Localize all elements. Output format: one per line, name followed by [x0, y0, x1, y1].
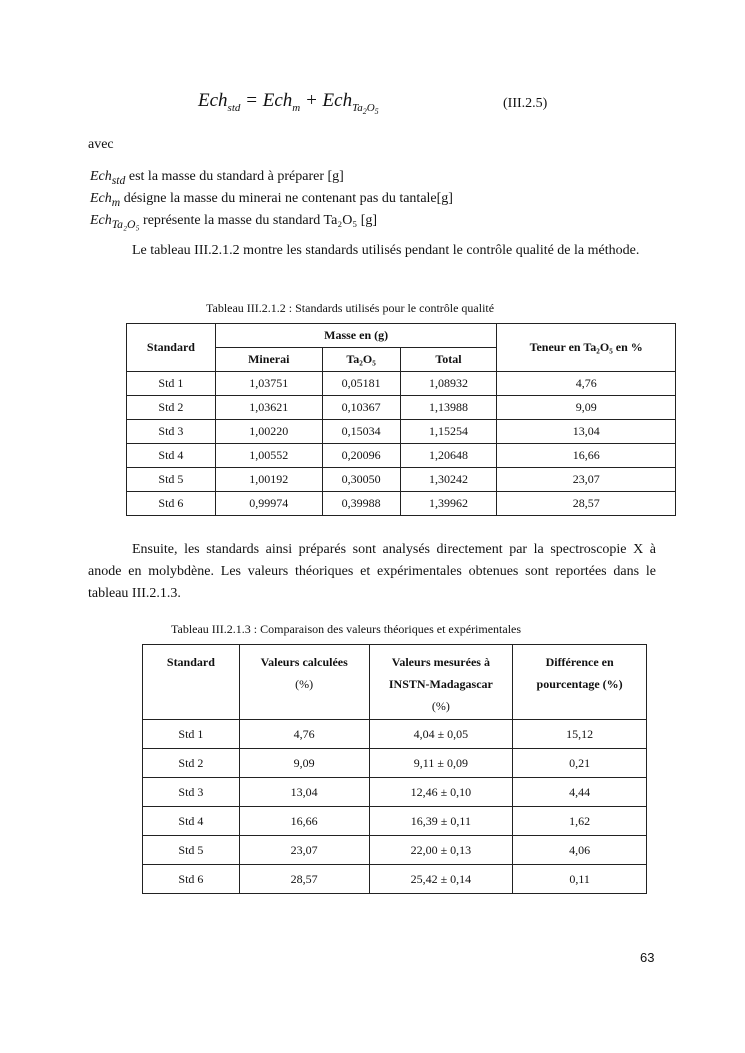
table-row — [143, 720, 647, 749]
cell: 4,04 ± 0,05 — [369, 720, 513, 749]
cell: 1,03621 — [215, 396, 322, 420]
cell: 16,66 — [497, 444, 676, 468]
cell: 1,00192 — [215, 468, 322, 492]
cell: Std 3 — [143, 778, 240, 807]
header-total: Total — [400, 348, 497, 372]
cell: 1,08932 — [400, 372, 497, 396]
table-row — [127, 396, 676, 420]
cell: 1,00552 — [215, 444, 322, 468]
table-row — [143, 865, 647, 894]
header-standard: Standard — [127, 324, 216, 372]
cell: 0,21 — [513, 749, 647, 778]
cell: 16,66 — [239, 807, 369, 836]
table-row — [143, 807, 647, 836]
cell: 12,46 ± 0,10 — [369, 778, 513, 807]
equation: Ech$_{std}$ = Ech$_m$ + Ech$_{Ta_2O_5}$ — [198, 90, 379, 116]
cell: 0,10367 — [322, 396, 400, 420]
header-ta2o5: Ta₂O₅ — [322, 348, 400, 372]
cell: 13,04 — [239, 778, 369, 807]
cell: Std 6 — [127, 492, 216, 516]
cell: Std 3 — [127, 420, 216, 444]
comparison-table — [142, 644, 647, 894]
cell: 15,12 — [513, 720, 647, 749]
standards-table — [126, 323, 676, 516]
table-row — [127, 420, 676, 444]
cell: 13,04 — [497, 420, 676, 444]
header-minerai: Minerai — [215, 348, 322, 372]
header-masse: Masse en (g) — [215, 324, 497, 348]
cell: 1,13988 — [400, 396, 497, 420]
cell: 1,30242 — [400, 468, 497, 492]
header-difference: Différence en pourcentage (%) — [513, 645, 647, 720]
cell: 4,06 — [513, 836, 647, 865]
cell: 0,99974 — [215, 492, 322, 516]
cell: 1,03751 — [215, 372, 322, 396]
cell: Std 6 — [143, 865, 240, 894]
cell: 1,00220 — [215, 420, 322, 444]
table-row — [127, 444, 676, 468]
cell: 4,76 — [497, 372, 676, 396]
cell: 1,20648 — [400, 444, 497, 468]
cell: Std 1 — [143, 720, 240, 749]
table-row — [127, 372, 676, 396]
table-row — [143, 836, 647, 865]
cell: 16,39 ± 0,11 — [369, 807, 513, 836]
paragraph-2: Ensuite, les standards ainsi préparés sont analysés directement par la spectroscopie X à anode en molybdène. Les valeurs théoriques et expérimentales obtenues sont reportées dans le tableau III.2.1.3. — [88, 542, 656, 601]
cell: 0,15034 — [322, 420, 400, 444]
table-row — [127, 468, 676, 492]
definition-ech-ta2o5: Ech$_{Ta_2O_5}$ représente la masse du standard Ta₂O₅ [g] — [90, 213, 378, 231]
cell: 25,42 ± 0,14 — [369, 865, 513, 894]
cell: 4,76 — [239, 720, 369, 749]
equation-number: (III.2.5) — [503, 96, 548, 111]
paragraph-1: Le tableau III.2.1.2 montre les standards utilisés pendant le contrôle qualité de la méthode. — [132, 243, 640, 258]
header-calc: Valeurs calculées (%) — [239, 645, 369, 720]
definition-ech-m: Ech$_m$ désigne la masse du minerai ne contenant pas du tantale[g] — [90, 191, 453, 209]
cell: Std 1 — [127, 372, 216, 396]
cell: 1,39962 — [400, 492, 497, 516]
cell: 0,05181 — [322, 372, 400, 396]
cell: 4,44 — [513, 778, 647, 807]
avec-label: avec — [88, 137, 114, 152]
cell: 22,00 ± 0,13 — [369, 836, 513, 865]
page-number: 63 — [640, 950, 655, 965]
table-row — [143, 778, 647, 807]
cell: 0,39988 — [322, 492, 400, 516]
cell: 23,07 — [239, 836, 369, 865]
cell: 1,62 — [513, 807, 647, 836]
cell: 28,57 — [239, 865, 369, 894]
cell: 1,15254 — [400, 420, 497, 444]
cell: Std 5 — [127, 468, 216, 492]
cell: Std 4 — [127, 444, 216, 468]
cell: 9,11 ± 0,09 — [369, 749, 513, 778]
header-teneur: Teneur en Ta₂O₅ en % — [497, 324, 676, 372]
cell: 0,20096 — [322, 444, 400, 468]
cell: Std 5 — [143, 836, 240, 865]
definition-ech-std: Ech$_{std}$ est la masse du standard à préparer [g] — [90, 169, 344, 187]
cell: 0,30050 — [322, 468, 400, 492]
cell: 0,11 — [513, 865, 647, 894]
cell: Std 2 — [143, 749, 240, 778]
header-mesurees: Valeurs mesurées à INSTN-Madagascar (%) — [369, 645, 513, 720]
header-standard: Standard — [143, 645, 240, 720]
cell: 9,09 — [239, 749, 369, 778]
table-row — [127, 492, 676, 516]
table2-caption: Tableau III.2.1.3 : Comparaison des valeurs théoriques et expérimentales — [171, 622, 522, 636]
cell: Std 4 — [143, 807, 240, 836]
table-row — [143, 749, 647, 778]
table1-caption: Tableau III.2.1.2 : Standards utilisés pour le contrôle qualité — [206, 301, 495, 315]
cell: Std 2 — [127, 396, 216, 420]
cell: 28,57 — [497, 492, 676, 516]
cell: 9,09 — [497, 396, 676, 420]
cell: 23,07 — [497, 468, 676, 492]
